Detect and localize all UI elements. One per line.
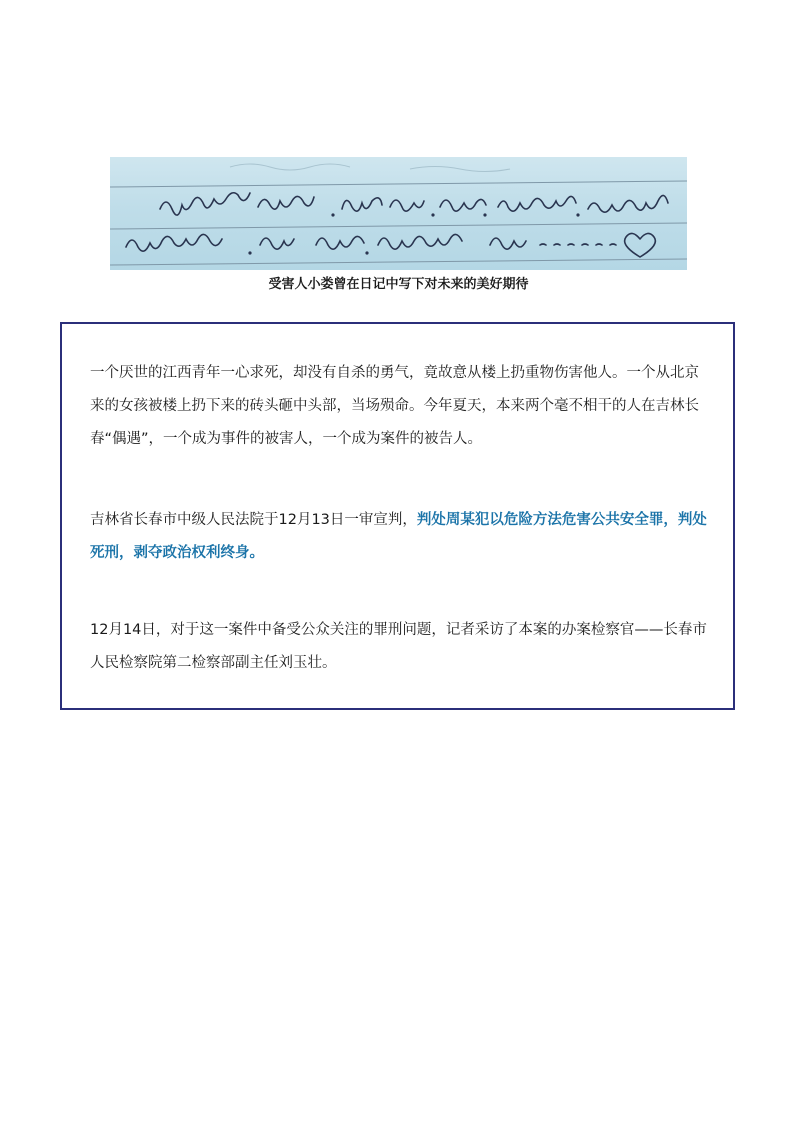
article-paragraph-1: 一个厌世的江西青年一心求死，却没有自杀的勇气，竟故意从楼上扔重物伤害他人。一个从北京来的女孩被楼上扔下来的砖头砸中头部，当场殒命。今年夏天，本来两个毫不相干的人在吉林长春“偶遇”，一个成为事件的被害人，一个成为案件的被告人。 xyxy=(90,365,699,447)
article-card xyxy=(60,322,735,710)
diary-photo xyxy=(110,157,687,270)
article-paragraph-3: 12月14日，对于这一案件中备受公众关注的罪刑问题，记者采访了本案的办案检察官——长春市人民检察院第二检察部副主任刘玉壮。 xyxy=(90,622,707,671)
handwriting-image-icon xyxy=(110,157,687,270)
verdict-intro-text: 吉林省长春市中级人民法院于12月13日一审宣判， xyxy=(90,512,417,528)
verdict-highlight-text: 判处周某犯以危险方法危害公共安全罪，判处死刑，剥夺政治权利终身。 xyxy=(90,512,707,561)
photo-caption: 受害人小娄曾在日记中写下对未来的美好期待 xyxy=(268,277,529,292)
article-paragraph-2 xyxy=(90,504,712,570)
